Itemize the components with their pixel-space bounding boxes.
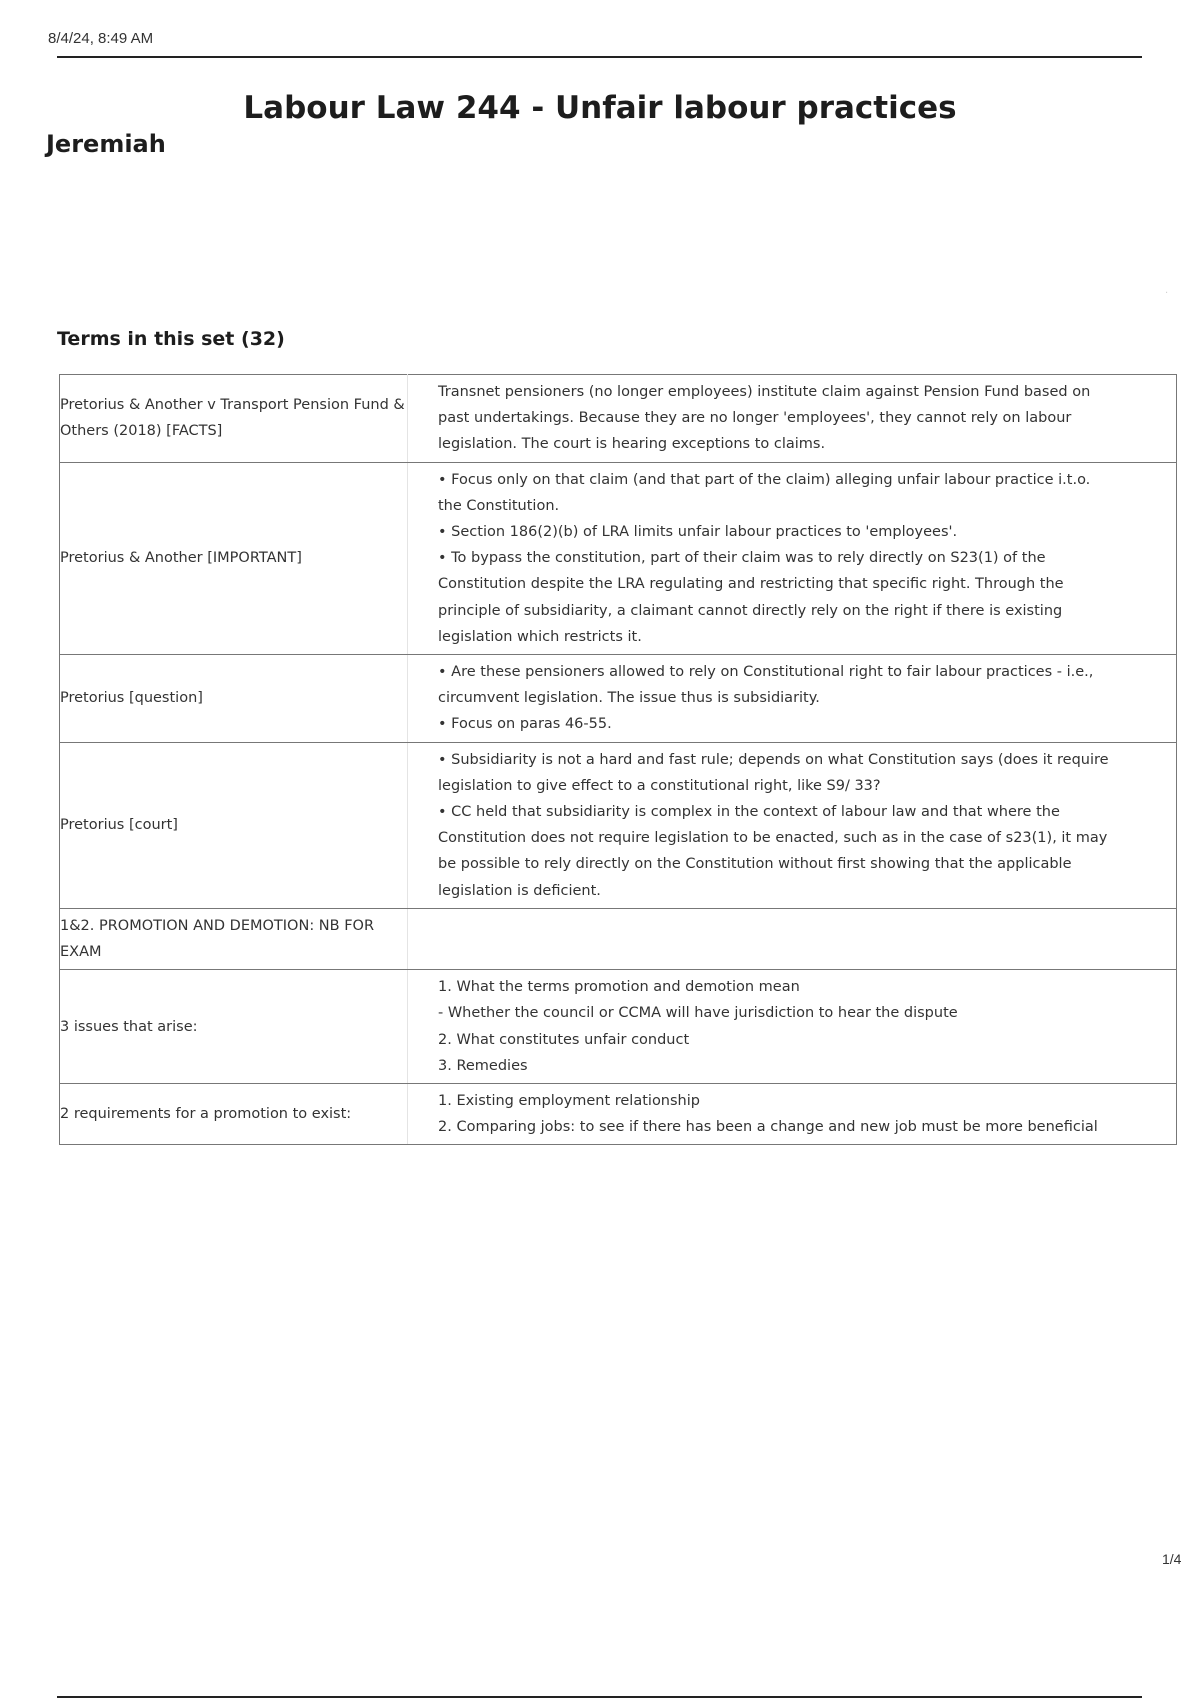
- definition-line: - Whether the council or CCMA will have jurisdiction to hear the dispute: [438, 1005, 958, 1022]
- definition-line: 2. Comparing jobs: to see if there has been a change and new job must be more beneficial: [438, 1119, 1098, 1136]
- definition-cell: [408, 742, 1177, 908]
- term-cell: 1&2. PROMOTION AND DEMOTION: NB FOR EXAM: [60, 908, 408, 969]
- print-date: 8/4/24, 8:49 AM: [48, 30, 154, 47]
- terms-set-heading: Terms in this set (32): [57, 328, 285, 350]
- term-cell: 2 requirements for a promotion to exist:: [60, 1084, 408, 1145]
- term-cell: Pretorius & Another [IMPORTANT]: [60, 462, 408, 654]
- header-rule: [57, 56, 1142, 58]
- definition-cell: [408, 462, 1177, 654]
- definition-line: • Focus only on that claim (and that part of the claim) alleging unfair labour practice i.t.o. the Constitution.: [438, 471, 1091, 514]
- term-cell: Pretorius [question]: [60, 655, 408, 743]
- term-row: [60, 375, 1177, 463]
- scan-artifact-dot: ·: [1165, 288, 1169, 299]
- term-cell: Pretorius [court]: [60, 742, 408, 908]
- definition-line: • Subsidiarity is not a hard and fast rule; depends on what Constitution says (does it require legislation to give effect to a constitutional right, like S9/ 33?: [438, 751, 1109, 794]
- term-row: [60, 655, 1177, 743]
- definition-line: Transnet pensioners (no longer employees) institute claim against Pension Fund based on past undertakings. Because they are no longer 'employees', they cannot rely on labour legislation. The court is hearing exceptions to claims.: [438, 384, 1091, 453]
- definition-line: 2. What constitutes unfair conduct: [438, 1031, 690, 1048]
- definition-cell: [408, 375, 1177, 463]
- term-row: [60, 908, 1177, 969]
- footer-rule: [57, 1696, 1142, 1698]
- definition-line: 1. What the terms promotion and demotion mean: [438, 979, 800, 996]
- author-name: Jeremiah: [46, 130, 166, 158]
- page-number: 1/4: [1162, 1551, 1182, 1567]
- definition-cell: [408, 655, 1177, 743]
- definition-line: 3. Remedies: [438, 1057, 528, 1074]
- term-row: [60, 742, 1177, 908]
- definition-line: • To bypass the constitution, part of their claim was to rely directly on S23(1) of the Constitution despite the LRA regulating and restricting that specific right. Through the principle of subsidiarity, a claimant cannot directly rely on the right if there is existing legislation which restricts it.: [438, 550, 1064, 645]
- definition-line: • Focus on paras 46-55.: [438, 716, 612, 733]
- definition-line: • Are these pensioners allowed to rely on Constitutional right to fair labour practices - i.e., circumvent legislation. The issue thus is subsidiarity.: [438, 664, 1094, 707]
- definition-line: • CC held that subsidiarity is complex in the context of labour law and that where the Constitution does not require legislation to be enacted, such as in the case of s23(1), it may be possible to rely directly on the Constitution without first showing that the applicable legislation is deficient.: [438, 804, 1108, 899]
- terms-table: [59, 374, 1177, 1145]
- page-title: Labour Law 244 - Unfair labour practices: [243, 90, 957, 126]
- definition-line: • Section 186(2)(b) of LRA limits unfair labour practices to 'employees'.: [438, 524, 958, 541]
- term-row: [60, 1084, 1177, 1145]
- definition-line: 1. Existing employment relationship: [438, 1093, 700, 1110]
- term-cell: 3 issues that arise:: [60, 970, 408, 1084]
- term-row: [60, 462, 1177, 654]
- term-row: [60, 970, 1177, 1084]
- definition-cell: [408, 908, 1177, 969]
- definition-cell: [408, 970, 1177, 1084]
- definition-cell: [408, 1084, 1177, 1145]
- term-cell: Pretorius & Another v Transport Pension Fund & Others (2018) [FACTS]: [60, 375, 408, 463]
